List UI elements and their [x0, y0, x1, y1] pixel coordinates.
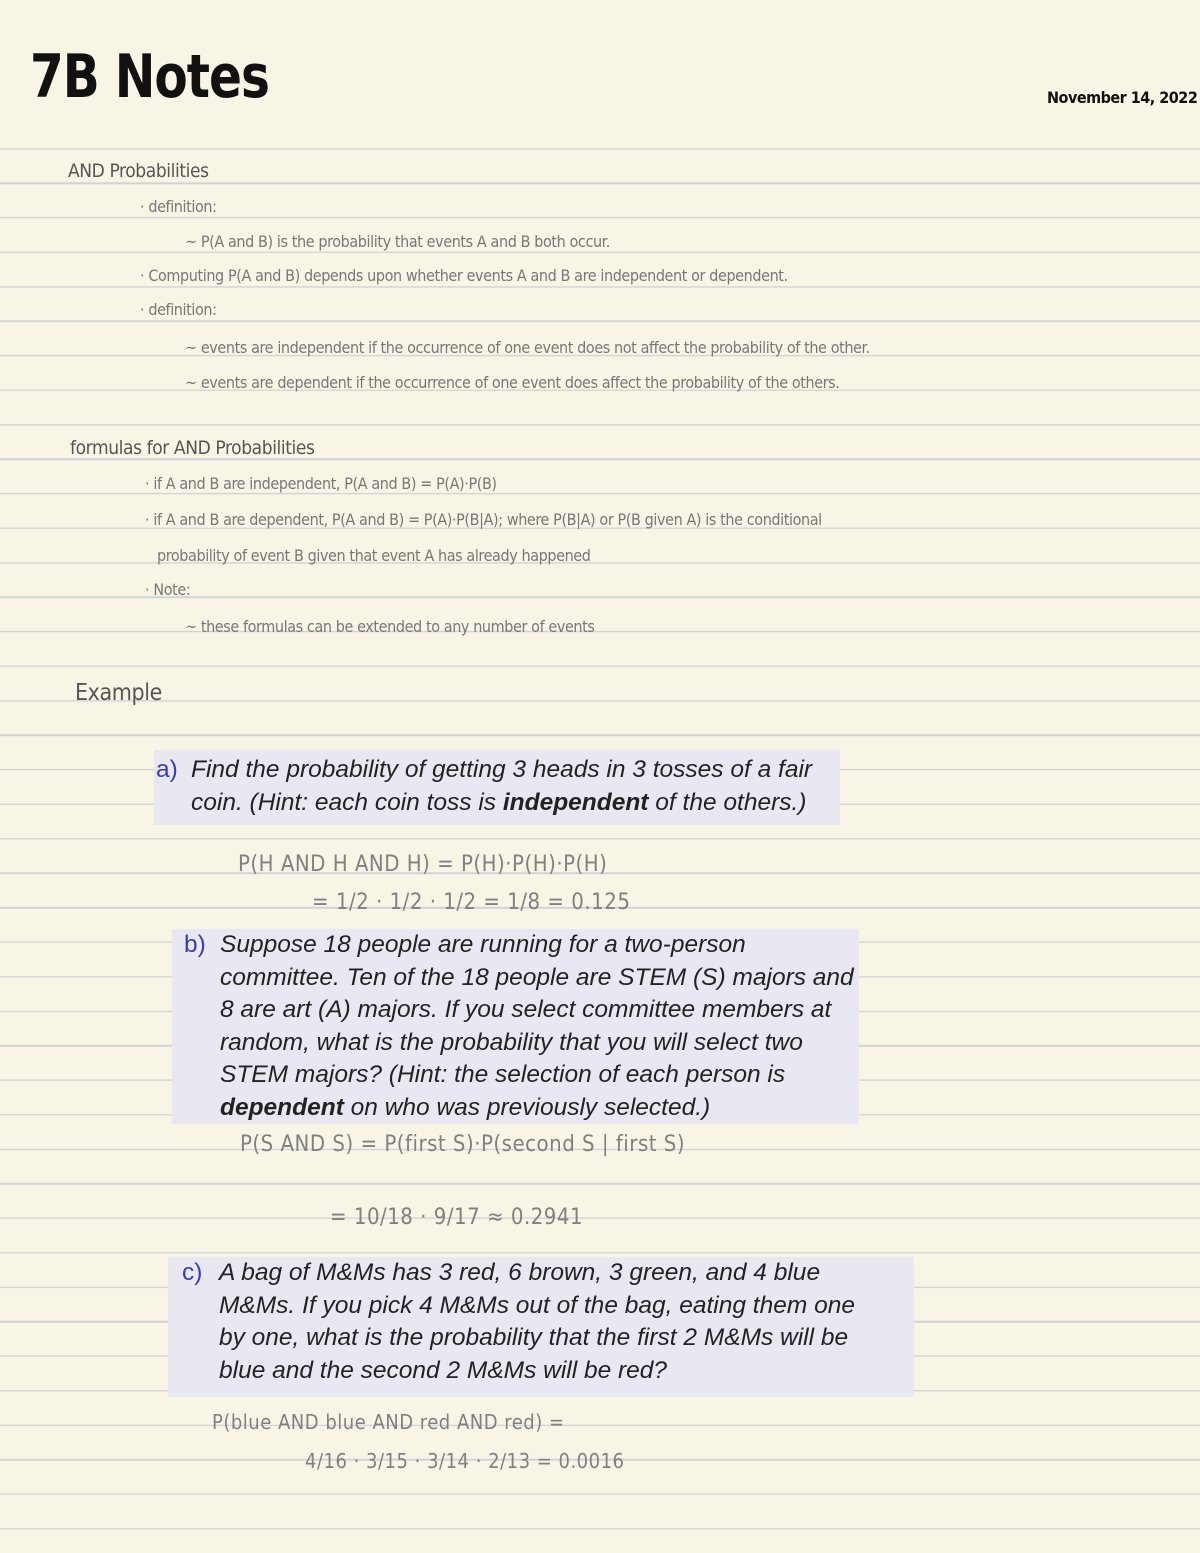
note-bullet: · Note:	[145, 580, 191, 599]
work-c-line-2: 4/16 · 3/15 · 3/14 · 2/13 = 0.0016	[305, 1449, 625, 1473]
note-bullet: · if A and B are independent, P(A and B) = P(A)·P(B)	[145, 474, 497, 493]
note-sub-bullet: ~ P(A and B) is the probability that events A and B both occur.	[185, 232, 610, 251]
work-a-line-1: P(H AND H AND H) = P(H)·P(H)·P(H)	[238, 852, 608, 877]
problem-b-text: Suppose 18 people are running for a two-person committee. Ten of the 18 people are STEM (S) majors and 8 are art (A) majors. If you select committee members at random, what is the probability that you will select two STEM majors? (Hint: the selection of each person is dependent on who was previously selected.)	[220, 931, 854, 1121]
example-heading: Example	[75, 680, 162, 706]
work-b-line-1: P(S AND S) = P(first S)·P(second S | first S)	[240, 1132, 686, 1157]
note-bullet: · Computing P(A and B) depends upon whether events A and B are independent or dependent.	[140, 266, 788, 285]
note-sub-bullet: ~ these formulas can be extended to any number of events	[185, 617, 595, 636]
note-sub-bullet: ~ events are independent if the occurrence of one event does not affect the probability of the other.	[185, 338, 870, 357]
problem-c-text: A bag of M&Ms has 3 red, 6 brown, 3 green, and 4 blue M&Ms. If you pick 4 M&Ms out of the bag, eating them one by one, what is the probability that the first 2 M&Ms will be blue and the second 2 M&Ms will be red?	[219, 1259, 855, 1384]
page-title: 7B Notes	[30, 42, 269, 112]
problem-b-label: b)	[184, 931, 206, 958]
note-continuation: probability of event B given that event A has already happened	[157, 546, 591, 565]
problem-c-box	[168, 1257, 914, 1397]
problem-c-label: c)	[182, 1259, 203, 1286]
problem-a-box	[154, 750, 840, 825]
work-a-line-2: = 1/2 · 1/2 · 1/2 = 1/8 = 0.125	[312, 890, 631, 915]
note-bullet: · if A and B are dependent, P(A and B) = P(A)·P(B|A); where P(B|A) or P(B given A) is the conditional	[145, 510, 822, 529]
section-heading-formulas: formulas for AND Probabilities	[70, 437, 315, 459]
problem-b-box	[172, 929, 859, 1124]
work-b-line-2: = 10/18 · 9/17 ≈ 0.2941	[330, 1205, 584, 1230]
note-bullet: · definition:	[140, 197, 217, 216]
work-c-line-1: P(blue AND blue AND red AND red) =	[212, 1410, 565, 1434]
page-date: November 14, 2022	[1047, 88, 1198, 107]
problem-a-text: Find the probability of getting 3 heads in 3 tosses of a fair coin. (Hint: each coin toss is independent of the others.)	[191, 756, 813, 816]
note-bullet: · definition:	[140, 300, 217, 319]
problem-a-label: a)	[156, 756, 178, 783]
section-heading-and-probabilities: AND Probabilities	[68, 160, 209, 182]
note-sub-bullet: ~ events are dependent if the occurrence of one event does affect the probability of the others.	[185, 373, 840, 392]
